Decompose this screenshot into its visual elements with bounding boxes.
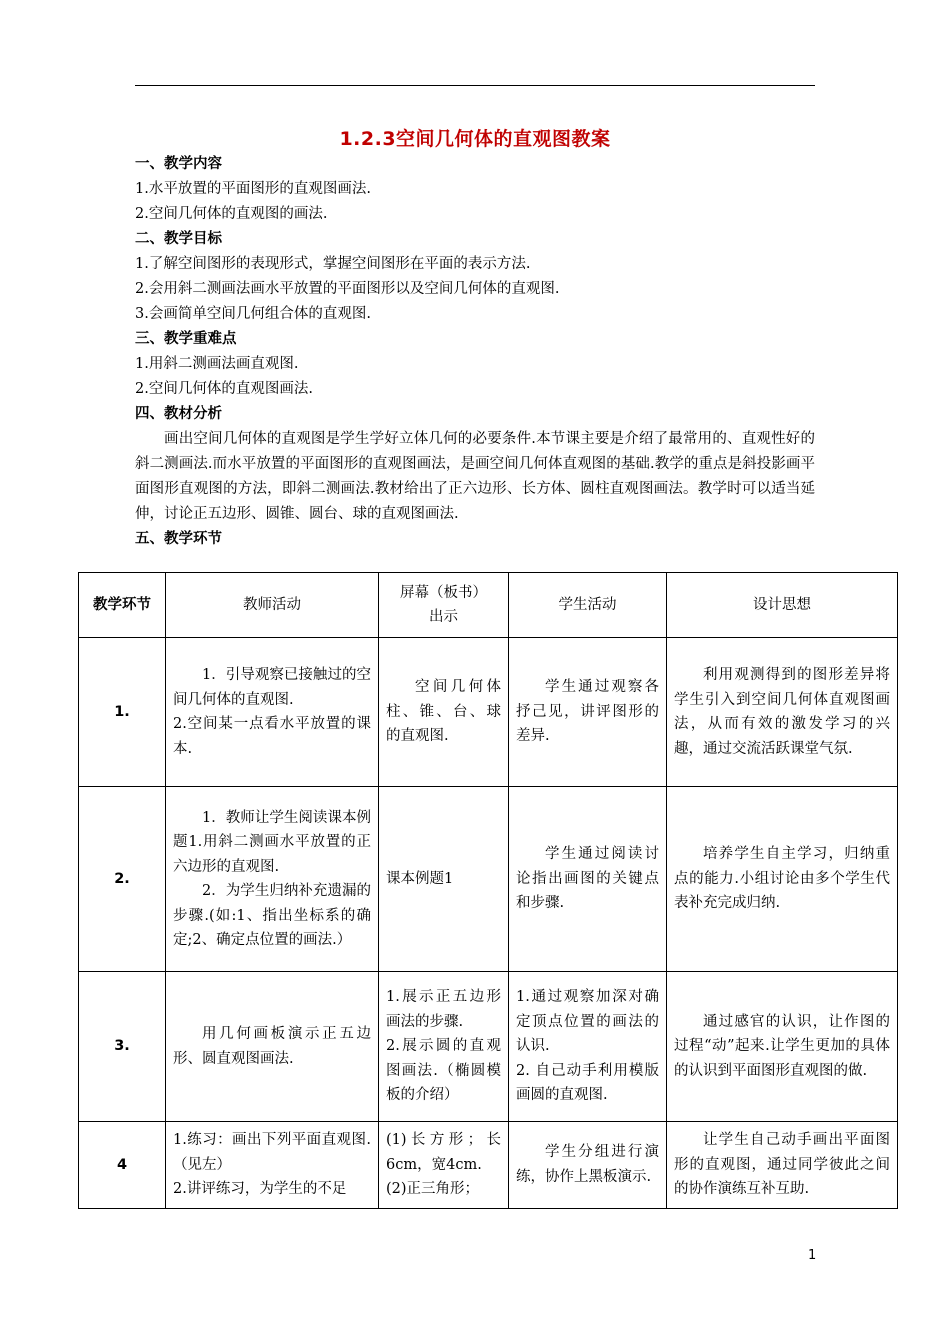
- screen-cell: [379, 972, 509, 1122]
- list-item: 1.水平放置的平面图形的直观图画法.: [135, 181, 371, 197]
- header-student: 学生活动: [509, 573, 667, 638]
- cell-line: 学生通过阅读讨论指出画图的关键点和步骤.: [516, 846, 659, 912]
- cell-line: 2.讲评练习，为学生的不足: [173, 1181, 347, 1197]
- teacher-cell: [166, 638, 379, 787]
- cell-line: 1.展示正五边形画法的步骤.: [386, 989, 501, 1030]
- section-heading: 二、教学目标: [135, 231, 222, 247]
- list-item: 2.会用斜二测画法画水平放置的平面图形以及空间几何体的直观图.: [135, 281, 560, 297]
- list-item: 2.空间几何体的直观图画法.: [135, 381, 313, 397]
- screen-cell: [379, 787, 509, 972]
- cell-line: 1．引导观察已接触过的空间几何体的直观图.: [173, 667, 371, 708]
- design-cell: [667, 1122, 898, 1209]
- table-row: [79, 787, 898, 972]
- cell-line: 课本例题1: [386, 870, 454, 887]
- document-title: 1.2.3空间几何体的直观图教案: [339, 128, 611, 150]
- design-cell: [667, 787, 898, 972]
- table-row: [79, 638, 898, 787]
- cell-line: 2. 自己动手利用模版画圆的直观图.: [516, 1062, 659, 1104]
- section-heading: 四、教材分析: [135, 406, 222, 422]
- header-screen-line: 屏幕（板书）: [400, 584, 487, 601]
- stage-cell: 4: [79, 1122, 166, 1209]
- table-row: [79, 1122, 898, 1209]
- section-heading: 五、教学环节: [135, 531, 222, 547]
- header-rule: [135, 85, 815, 86]
- design-cell: [667, 638, 898, 787]
- design-cell: [667, 972, 898, 1122]
- cell-line: 2.展示圆的直观图画法.（椭圆模板的介绍）: [386, 1038, 501, 1104]
- student-cell: [509, 638, 667, 787]
- cell-line: (2)正三角形；: [386, 1181, 480, 1197]
- cell-line: 空间几何体柱、锥、台、球的直观图.: [386, 679, 501, 745]
- student-cell: [509, 1122, 667, 1209]
- cell-line: 1.练习：画出下列平面直观图.（见左）: [173, 1132, 371, 1173]
- cell-line: 1．教师让学生阅读课本例题1.用斜二测画水平放置的正六边形的直观图.: [173, 809, 371, 875]
- page-number: 1: [808, 1248, 817, 1263]
- teacher-cell: [166, 787, 379, 972]
- cell-line: 培养学生自主学习，归纳重点的能力.小组讨论由多个学生代表补充完成归纳.: [674, 846, 890, 912]
- stage-cell: 2.: [79, 787, 166, 972]
- cell-line: 1.通过观察加深对确定顶点位置的画法的认识.: [516, 989, 659, 1055]
- header-screen-line: 出示: [429, 609, 458, 625]
- list-item: 2.空间几何体的直观图的画法.: [135, 206, 328, 222]
- section-heading: 一、教学内容: [135, 156, 222, 172]
- stage-cell: 3.: [79, 972, 166, 1122]
- header-stage: 教学环节: [79, 573, 166, 638]
- section-heading: 三、教学重难点: [135, 331, 237, 347]
- screen-cell: [379, 1122, 509, 1209]
- table-row: [79, 972, 898, 1122]
- teacher-cell: [166, 972, 379, 1122]
- stage-cell: 1.: [79, 638, 166, 787]
- student-cell: [509, 972, 667, 1122]
- cell-line: 2.空间某一点看水平放置的课本.: [173, 716, 371, 757]
- header-screen: [379, 573, 509, 638]
- header-design: 设计思想: [667, 573, 898, 638]
- document-body: [135, 152, 815, 552]
- student-cell: [509, 787, 667, 972]
- cell-line: (1)长方形；长6cm，宽4cm.: [386, 1132, 501, 1173]
- cell-line: 让学生自己动手画出平面图形的直观图，通过同学彼此之间的协作演练互补互助.: [674, 1132, 890, 1197]
- cell-line: 学生分组进行演练，协作上黑板演示.: [516, 1144, 659, 1185]
- cell-line: 2．为学生归纳补充遗漏的步骤.(如:1、指出坐标系的确定;2、确定点位置的画法.）: [173, 883, 371, 948]
- cell-line: 通过感官的认识，让作图的过程“动”起来.让学生更加的具体的认识到平面图形直观图的做.: [674, 1013, 890, 1079]
- list-item: 3.会画简单空间几何组合体的直观图.: [135, 306, 371, 322]
- list-item: 1.用斜二测画法画直观图.: [135, 356, 299, 372]
- screen-cell: [379, 638, 509, 787]
- header-teacher: 教师活动: [166, 573, 379, 638]
- cell-line: 利用观测得到的图形差异将学生引入到空间几何体直观图画法，从而有效的激发学习的兴趣，通过交流活跃课堂气氛.: [674, 667, 890, 757]
- teaching-plan-table: [78, 572, 898, 1209]
- teacher-cell: [166, 1122, 379, 1209]
- analysis-paragraph: 画出空间几何体的直观图是学生学好立体几何的必要条件.本节课主要是介绍了最常用的、直观性好的斜二测画法.而水平放置的平面图形的直观图画法，是画空间几何体直观图的基础.教学的重点是斜投影画平面图形直观图的方法，即斜二测画法.教材给出了正六边形、长方体、圆柱直观图画法。教学时可以适当延伸，讨论正五边形、圆锥、圆台、球的直观图画法.: [135, 431, 815, 522]
- list-item: 1.了解空间图形的表现形式，掌握空间图形在平面的表示方法.: [135, 256, 531, 272]
- table-header-row: [79, 573, 898, 638]
- cell-line: 学生通过观察各抒己见，讲评图形的差异.: [516, 679, 659, 745]
- cell-line: 用几何画板演示正五边形、圆直观图画法.: [173, 1026, 371, 1067]
